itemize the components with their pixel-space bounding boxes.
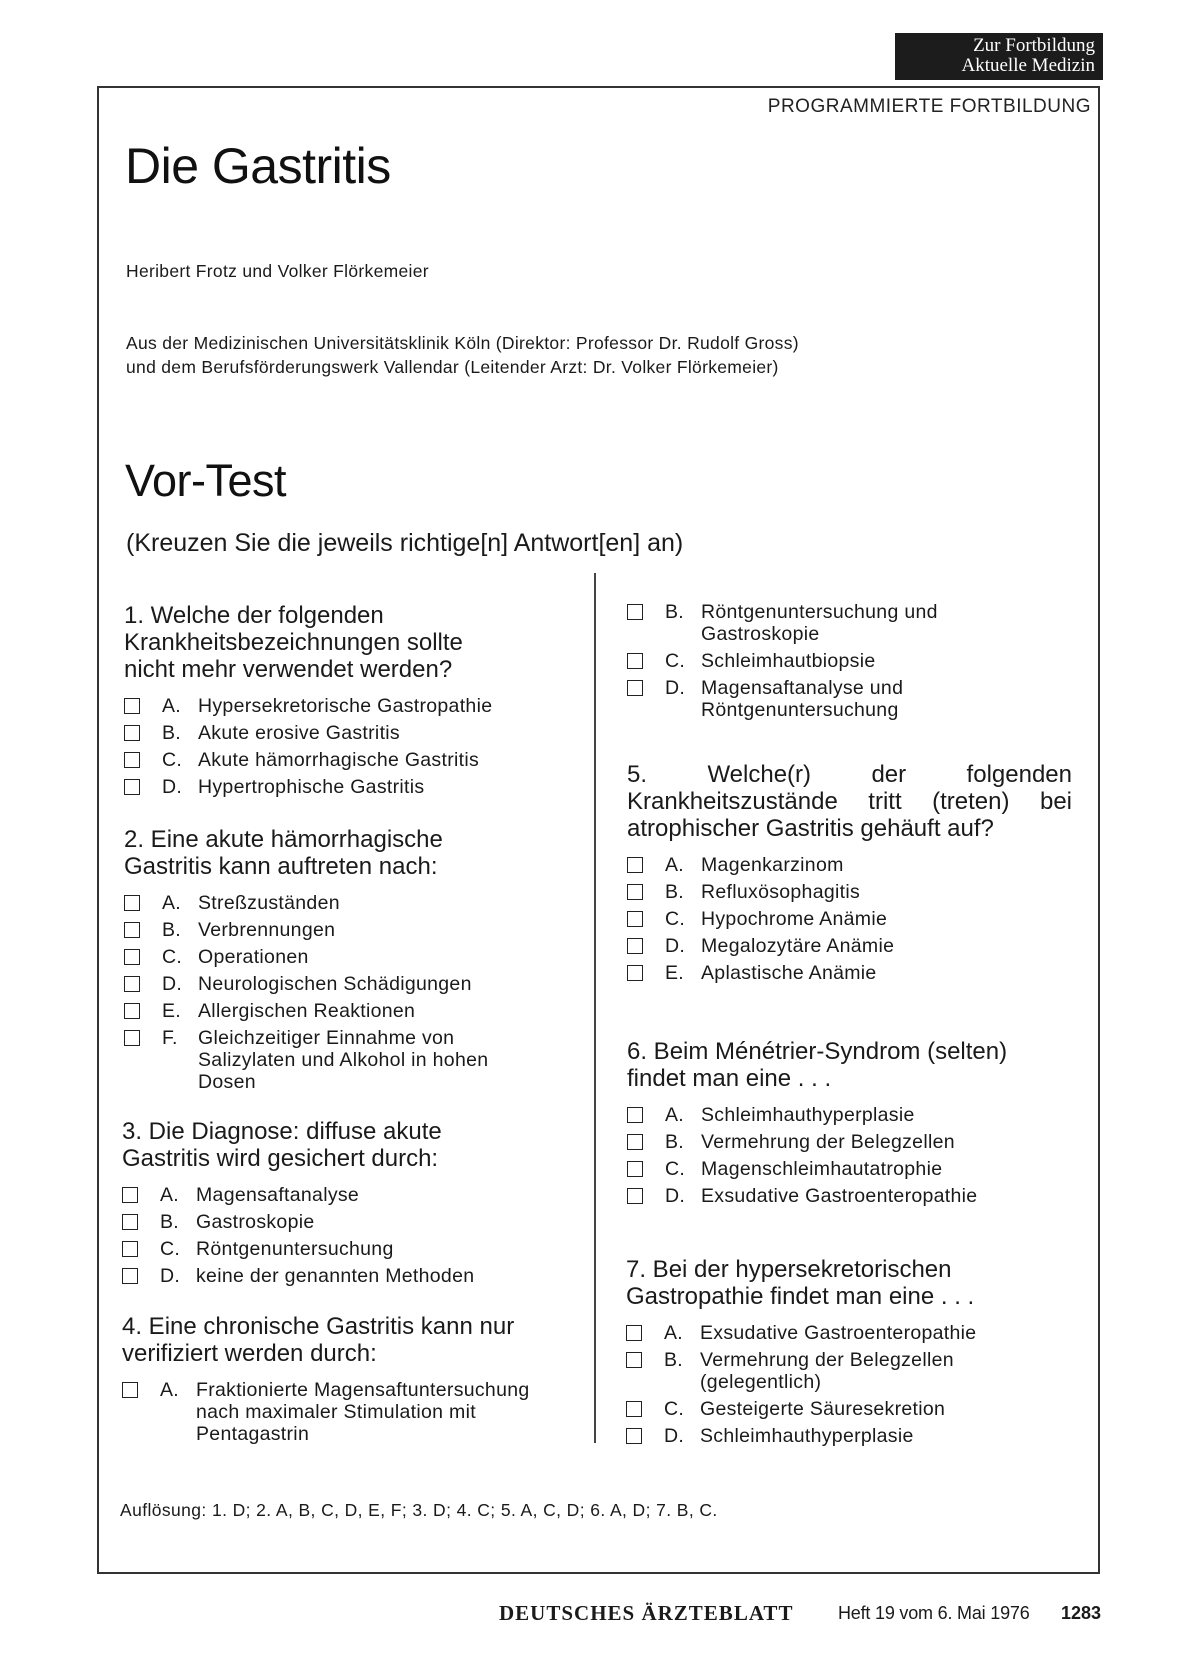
checkbox[interactable] <box>122 1241 138 1257</box>
checkbox[interactable] <box>627 938 643 954</box>
option-list <box>122 1184 562 1287</box>
option-4a <box>122 1379 572 1445</box>
corner-tag-line1: Zur Fortbildung <box>973 35 1095 56</box>
option-text: Refluxösophagitis <box>701 881 861 903</box>
option-letter: A. <box>160 1184 180 1206</box>
option-letter: D. <box>162 776 183 798</box>
option-letter: B. <box>162 722 182 744</box>
checkbox[interactable] <box>122 1268 138 1284</box>
option-1c <box>124 749 564 771</box>
option-text: Aplastische Anämie <box>701 962 877 984</box>
option-letter: D. <box>665 677 686 699</box>
option-2e <box>124 1000 564 1022</box>
option-2f <box>124 1027 564 1093</box>
option-5e <box>627 962 1072 984</box>
option-6c <box>627 1158 1072 1180</box>
option-letter: B. <box>665 1131 685 1153</box>
checkbox[interactable] <box>124 779 140 795</box>
option-2d <box>124 973 564 995</box>
option-7d <box>626 1425 1071 1447</box>
question-text: 4. Eine chronische Gastritis kann nur verifiziert werden durch: <box>122 1313 515 1367</box>
option-text: Schleimhauthyperplasie <box>700 1425 914 1447</box>
option-letter: D. <box>665 1185 686 1207</box>
option-text: Magenkarzinom <box>701 854 844 876</box>
option-list <box>627 1104 1072 1207</box>
question-6 <box>627 1038 1072 1212</box>
checkbox[interactable] <box>124 752 140 768</box>
option-letter: E. <box>162 1000 182 1022</box>
question-text: 7. Bei der hypersekretorischen Gastropathie findet man eine . . . <box>626 1256 975 1310</box>
option-letter: A. <box>162 695 182 717</box>
option-letter: C. <box>664 1398 685 1420</box>
option-text: Akute erosive Gastritis <box>198 722 400 744</box>
option-list <box>626 1322 1071 1447</box>
footer-issue: Heft 19 vom 6. Mai 1976 <box>838 1603 1030 1623</box>
option-letter: B. <box>665 601 685 623</box>
checkbox[interactable] <box>627 604 643 620</box>
option-6a <box>627 1104 1072 1126</box>
question-2 <box>124 826 564 1098</box>
option-2a <box>124 892 564 914</box>
affiliation-line-2: und dem Berufsförderungswerk Vallendar (Leitender Arzt: Dr. Volker Flörkemeier) <box>126 357 779 377</box>
option-text: Magenschleimhautatrophie <box>701 1158 943 1180</box>
option-text: Streßzuständen <box>198 892 340 914</box>
checkbox[interactable] <box>626 1325 642 1341</box>
option-4d <box>627 677 1037 721</box>
question-3 <box>122 1118 562 1292</box>
checkbox[interactable] <box>124 725 140 741</box>
option-letter: D. <box>665 935 686 957</box>
option-1a <box>124 695 564 717</box>
option-5c <box>627 908 1072 930</box>
option-list <box>122 1379 572 1445</box>
option-text: Verbrennungen <box>198 919 336 941</box>
question-text: 1. Welche der folgenden Krankheitsbezeichnungen sollte nicht mehr verwendet werden? <box>124 602 463 683</box>
question-4 <box>122 1313 572 1450</box>
option-letter: E. <box>665 962 685 984</box>
option-6b <box>627 1131 1072 1153</box>
option-text: Hypertrophische Gastritis <box>198 776 425 798</box>
authors: Heribert Frotz und Volker Flörkemeier <box>126 261 429 281</box>
checkbox[interactable] <box>627 1107 643 1123</box>
checkbox[interactable] <box>124 698 140 714</box>
option-text: Gesteigerte Säuresekretion <box>700 1398 946 1420</box>
checkbox[interactable] <box>627 911 643 927</box>
option-text: Hypochrome Anämie <box>701 908 888 930</box>
option-letter: D. <box>162 973 183 995</box>
option-letter: C. <box>665 650 686 672</box>
checkbox[interactable] <box>626 1401 642 1417</box>
option-letter: A. <box>665 854 685 876</box>
checkbox[interactable] <box>124 976 140 992</box>
option-letter: D. <box>160 1265 181 1287</box>
option-7a <box>626 1322 1071 1344</box>
checkbox[interactable] <box>627 1161 643 1177</box>
option-letter: A. <box>162 892 182 914</box>
option-text: Röntgenuntersuchung <box>196 1238 394 1260</box>
option-list <box>124 892 564 1093</box>
option-5b <box>627 881 1072 903</box>
solution-key: Auflösung: 1. D; 2. A, B, C, D, E, F; 3. D; 4. C; 5. A, C, D; 6. A, D; 7. B, C. <box>120 1500 718 1520</box>
option-text: Neurologischen Schädigungen <box>198 973 472 995</box>
option-text: Magensaftanalyse <box>196 1184 360 1206</box>
checkbox[interactable] <box>627 965 643 981</box>
option-text: Gastroskopie <box>196 1211 315 1233</box>
checkbox[interactable] <box>626 1352 642 1368</box>
section-title: Vor-Test <box>125 455 287 506</box>
checkbox[interactable] <box>627 653 643 669</box>
question-text: 3. Die Diagnose: diffuse akute Gastritis wird gesichert durch: <box>122 1118 442 1172</box>
option-letter: A. <box>665 1104 685 1126</box>
option-5a <box>627 854 1072 876</box>
option-text: Schleimhautbiopsie <box>701 650 876 672</box>
option-text: Akute hämorrhagische Gastritis <box>198 749 480 771</box>
option-3b <box>122 1211 562 1233</box>
option-letter: C. <box>665 908 686 930</box>
corner-tag-line2: Aktuelle Medizin <box>961 55 1095 76</box>
column-divider <box>594 573 596 1443</box>
option-letter: C. <box>162 946 183 968</box>
option-letter: B. <box>160 1211 180 1233</box>
option-7b <box>626 1349 1071 1393</box>
option-2c <box>124 946 564 968</box>
option-6d <box>627 1185 1072 1207</box>
option-text: Schleimhauthyperplasie <box>701 1104 915 1126</box>
checkbox[interactable] <box>122 1382 138 1398</box>
option-letter: C. <box>162 749 183 771</box>
option-text: Megalozytäre Anämie <box>701 935 895 957</box>
question-text: 5. Welche(r) der folgenden Krankheitszustände tritt (treten) bei atrophischer Gastritis gehäuft auf? <box>627 761 1072 842</box>
instruction: (Kreuzen Sie die jeweils richtige[n] Antwort[en] an) <box>126 529 684 557</box>
option-text: Operationen <box>198 946 309 968</box>
option-letter: B. <box>664 1349 684 1371</box>
option-3a <box>122 1184 562 1206</box>
option-text: Exsudative Gastroenteropathie <box>700 1322 977 1344</box>
option-text: Magensaftanalyse und Röntgenuntersuchung <box>701 677 904 721</box>
question-1 <box>124 602 564 803</box>
question-7 <box>626 1256 1071 1452</box>
option-letter: B. <box>162 919 182 941</box>
page-number: 1283 <box>1061 1603 1102 1623</box>
option-text: keine der genannten Methoden <box>196 1265 475 1287</box>
checkbox[interactable] <box>627 1134 643 1150</box>
option-letter: F. <box>162 1027 178 1049</box>
checkbox[interactable] <box>626 1428 642 1444</box>
option-4b <box>627 601 1037 645</box>
option-text: Vermehrung der Belegzellen (gelegentlich) <box>700 1349 954 1393</box>
option-text: Fraktionierte Magensaftuntersuchung nach maximaler Stimulation mit Pentagastrin <box>196 1379 530 1445</box>
question-4-continued <box>627 601 1037 726</box>
checkbox[interactable] <box>627 884 643 900</box>
checkbox[interactable] <box>627 680 643 696</box>
checkbox[interactable] <box>122 1187 138 1203</box>
page-title: Die Gastritis <box>125 138 391 194</box>
footer-journal: DEUTSCHES ÄRZTEBLATT <box>499 1601 794 1625</box>
option-2b <box>124 919 564 941</box>
option-7c <box>626 1398 1071 1420</box>
option-text: Vermehrung der Belegzellen <box>701 1131 955 1153</box>
question-text: 6. Beim Ménétrier-Syndrom (selten) findet man eine . . . <box>627 1038 1008 1092</box>
option-letter: C. <box>160 1238 181 1260</box>
corner-tag <box>895 33 1103 80</box>
option-text: Hypersekretorische Gastropathie <box>198 695 493 717</box>
checkbox[interactable] <box>627 1188 643 1204</box>
option-letter: A. <box>160 1379 180 1401</box>
option-list <box>627 601 1037 721</box>
option-letter: C. <box>665 1158 686 1180</box>
series-label: PROGRAMMIERTE FORTBILDUNG <box>767 96 1091 117</box>
checkbox[interactable] <box>627 857 643 873</box>
option-text: Gleichzeitiger Einnahme von Salizylaten und Alkohol in hohen Dosen <box>198 1027 489 1093</box>
option-letter: A. <box>664 1322 684 1344</box>
checkbox[interactable] <box>124 922 140 938</box>
option-1d <box>124 776 564 798</box>
checkbox[interactable] <box>122 1214 138 1230</box>
checkbox[interactable] <box>124 949 140 965</box>
affiliation-line-1: Aus der Medizinischen Universitätsklinik Köln (Direktor: Professor Dr. Rudolf Gross) <box>126 333 799 353</box>
option-list <box>627 854 1072 984</box>
question-text: 2. Eine akute hämorrhagische Gastritis kann auftreten nach: <box>124 826 443 880</box>
option-letter: D. <box>664 1425 685 1447</box>
option-5d <box>627 935 1072 957</box>
option-text: Exsudative Gastroenteropathie <box>701 1185 978 1207</box>
checkbox[interactable] <box>124 895 140 911</box>
option-4c <box>627 650 1037 672</box>
option-list <box>124 695 564 798</box>
option-3d <box>122 1265 562 1287</box>
option-letter: B. <box>665 881 685 903</box>
option-text: Röntgenuntersuchung und Gastroskopie <box>701 601 938 645</box>
question-5 <box>627 761 1072 989</box>
option-text: Allergischen Reaktionen <box>198 1000 416 1022</box>
checkbox[interactable] <box>124 1030 140 1046</box>
option-1b <box>124 722 564 744</box>
checkbox[interactable] <box>124 1003 140 1019</box>
option-3c <box>122 1238 562 1260</box>
